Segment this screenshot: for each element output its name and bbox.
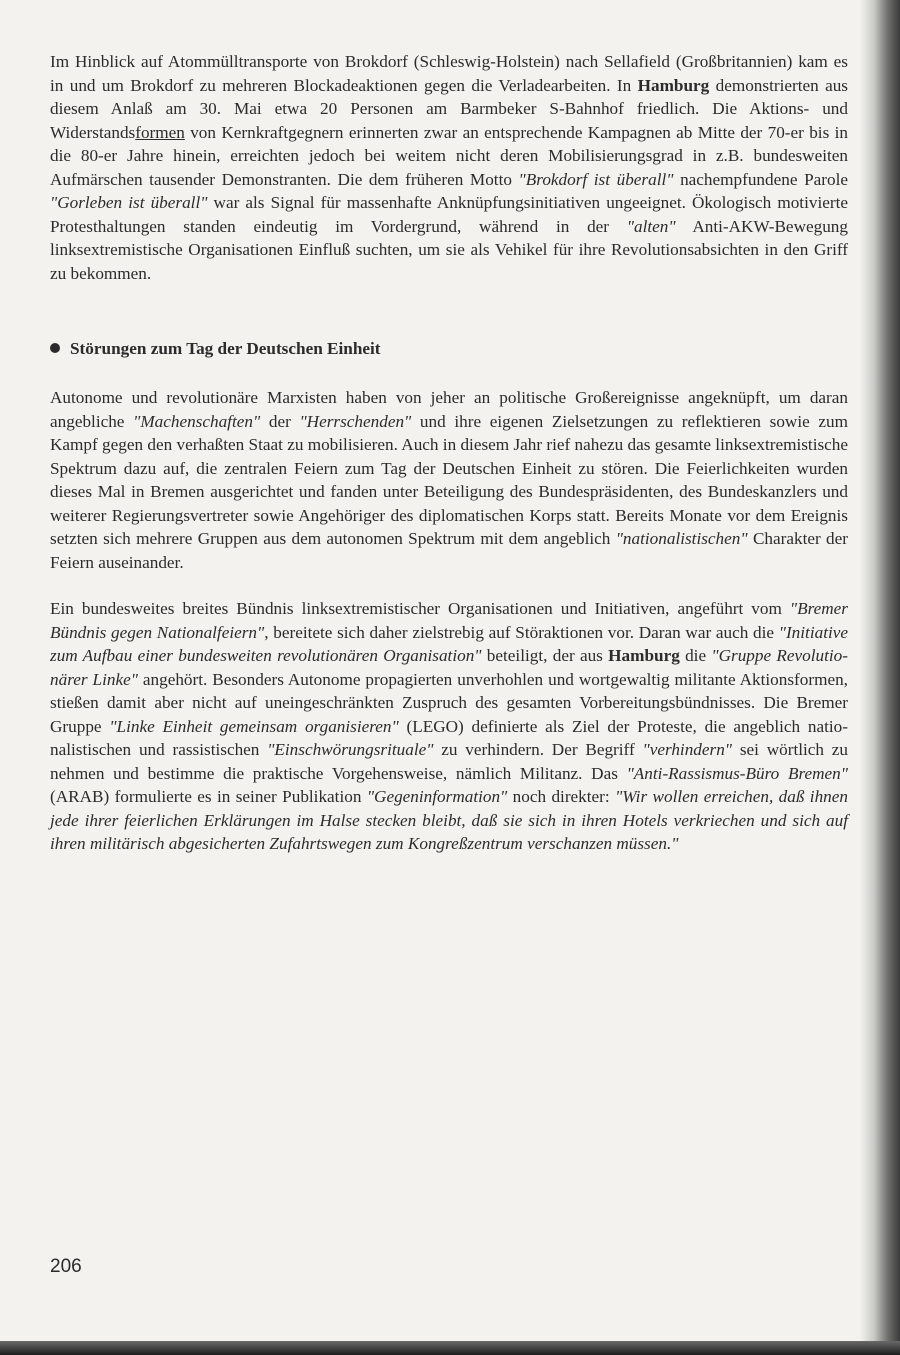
text-run: , bereitete sich daher zielstrebig auf Störaktionen vor. Daran war auch die <box>264 622 779 642</box>
underlined-formen: formen <box>135 122 185 142</box>
text-run: Im Hinblick auf Atommülltransporte von Brokdorf (Schleswig-Holstein) nach Sellafield (Großbritannien) kam es in und um Brokdorf zu mehreren Blockadeaktionen gegen die Verladearbeiten. In <box>50 52 848 95</box>
text-run: (LEGO) definierte als Ziel der Proteste, die angeblich nationalistischen und rassistischen <box>50 716 848 759</box>
text-run: von Kernkraftgegnern erinnerten zwar an entsprechende Kampagnen ab Mitte der 70-er bis in die 80-er Jahre hinein, erreichten jedoch bei weitem nicht deren Mobilisierungsgrad in z.B. bundesweiten Aufmärschen tausender Demonstranten. Die dem früheren Motto <box>50 122 848 189</box>
text-run: sei wörtlich zu nehmen und bestimme die praktische Vorgehensweise, nämlich Militanz. Das <box>50 740 849 783</box>
italic-quote: "Brokdorf ist überall" <box>518 169 674 189</box>
italic-quote: "Linke Einheit gemeinsam organisieren" <box>109 716 399 736</box>
italic-quote: "alten" <box>626 216 676 236</box>
text-run: der <box>260 411 300 431</box>
page-body <box>50 50 848 856</box>
bullet-icon <box>50 343 60 353</box>
page-number: 206 <box>50 1256 82 1277</box>
paragraph-grossereignisse <box>50 386 848 574</box>
bold-hamburg: Hamburg <box>637 75 710 95</box>
italic-quote: "Machenschaften" <box>133 411 261 431</box>
italic-quote: "Gegeninformation" <box>366 787 508 806</box>
italic-quote: "Anti-Rassismus-Büro Bremen" <box>626 763 848 783</box>
italic-quote: "verhindern" <box>642 740 733 759</box>
text-run: noch direkter: <box>507 787 616 806</box>
text-run: die <box>679 646 712 665</box>
scan-bottom-edge <box>0 1341 900 1355</box>
bold-hamburg: Hamburg <box>608 646 680 665</box>
text-run: und ihre eigenen Zielsetzungen zu reflektieren sowie zum Kampf gegen den verhaßten Staat zu mobilisieren. Auch in diesem Jahr rief nahezu das gesamte linksextremistische Spektrum dazu auf, die zentralen Feiern zum Tag der Deutschen Einheit zu stören. Die Feierlichkeiten wurden dieses Mal in Bremen ausgerichtet und fanden unter Beteiligung des Bundespräsidenten, des Bundeskanzlers und weiterer Regierungsvertreter sowie Angehöriger des diplomatischen Korps statt. Bereits Monate vor dem Ereignis setzten sich mehrere Gruppen aus dem autonomen Spektrum mit dem angeblich <box>50 411 849 548</box>
section-heading-text: Störungen zum Tag der Deutschen Einheit <box>70 339 381 358</box>
section-heading <box>50 337 848 360</box>
italic-quote: "Wir wollen erreichen, daß ihnen jede ihrer feierlichen Erklärungen im Halse stecken bleibt, daß sie sich in ihren Hotels verkriechen und sich auf ihren militärisch abgesicherten Zufahrtswegen zum Kongreßzentrum verschanzen müssen." <box>50 787 848 853</box>
italic-quote: "nationalistischen" <box>615 529 748 548</box>
text-run: demonstrierten aus diesem Anlaß am 30. Mai etwa 20 Personen am Barmbeker S-Bahnhof friedlich. Die Aktions- und Widerstands <box>50 75 848 142</box>
italic-quote: "Gorleben ist überall" <box>50 193 208 212</box>
text-run: Ein bundesweites breites Bündnis linksextremistischer Organisationen und Initiativen, angeführt vom <box>50 599 790 618</box>
text-run: war als Signal für massenhafte Anknüpfungsinitiativen ungeeignet. Ökologisch motivierte Protesthaltungen standen eindeutig im Vordergrund, während in der <box>50 193 848 236</box>
text-run: nachempfundene Parole <box>673 169 848 189</box>
paragraph-buendnis <box>50 597 848 856</box>
text-run: angehört. Besonders Autonome propagierten unverhohlen und wortgewaltig militante Aktionsformen, stießen damit aber nicht auf uneingeschränkten Zuspruch des gesamten Vorbereitungsbündnisses. Die Bremer Gruppe <box>50 669 848 736</box>
text-run: Charakter der Feiern auseinander. <box>50 529 848 572</box>
text-run: zu verhindern. Der Begriff <box>433 740 643 759</box>
italic-quote: "Initiative zum Aufbau einer bundesweiten revolutionären Organisation" <box>50 622 848 665</box>
paragraph-atommuelltransporte <box>50 50 848 285</box>
text-run: Anti-AKW-Bewegung linksextremistische Organisationen Einfluß suchten, um sie als Vehikel für ihre Revolutionsabsichten in den Griff zu bekommen. <box>50 216 848 283</box>
italic-quote: "Einschwörungsrituale" <box>267 740 434 759</box>
text-run: beteiligt, der aus <box>481 646 609 665</box>
text-run: Autonome und revolutionäre Marxisten haben von jeher an politische Großereignisse angeknüpft, um daran angebliche <box>50 388 848 431</box>
page-gutter-shadow <box>860 0 900 1355</box>
italic-quote: "Herrschenden" <box>299 411 412 431</box>
text-run: (ARAB) formulierte es in seiner Publikation <box>50 787 367 806</box>
italic-quote: "Bremer Bündnis gegen Nationalfeiern" <box>50 599 848 642</box>
italic-quote: "Gruppe Revolutionärer Linke" <box>50 646 849 689</box>
